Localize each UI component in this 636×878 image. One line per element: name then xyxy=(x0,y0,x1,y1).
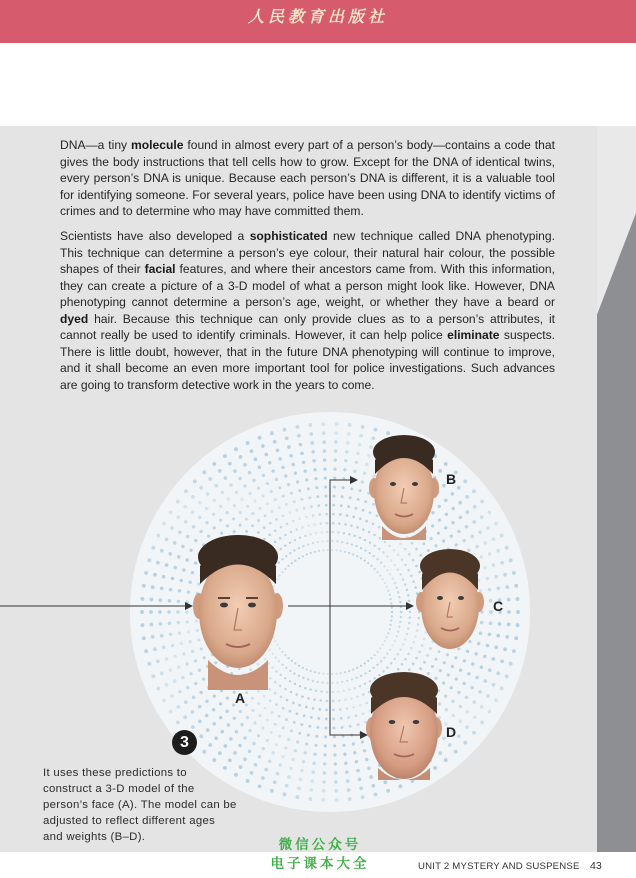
label-c: C xyxy=(493,598,504,614)
keyword: eliminate xyxy=(447,328,500,342)
watermark-line-1: 微信公众号 xyxy=(278,837,362,853)
footer-unit-title: UNIT 2 MYSTERY AND SUSPENSE xyxy=(418,861,580,872)
paragraph-2: Scientists have also developed a sophisticated new technique called DNA phenotyping. This technique can determine a person’s eye colour, their natural hair colour, the possible shapes of their facial features, and where their ancestors came from. With this information, they can create a picture of a 3-D model of what a person might look like. However, DNA phenotyping cannot determine a person’s age, weight, or whether they have a beard or dyed hair. Because this technique can only provide clues as to a person’s attributes, it cannot really be used to identify criminals. However, it can help police eliminate suspects. There is little doubt, however, that in the future DNA phenotyping will continue to improve, and it shall become an even more important tool for police investigations. Such advances are going to transform detective work in the years to come. xyxy=(60,229,555,392)
keyword: dyed xyxy=(60,311,89,326)
page-number: 43 xyxy=(590,860,602,872)
watermark xyxy=(262,836,378,874)
top-banner xyxy=(0,0,636,43)
keyword: sophisticated xyxy=(249,229,328,243)
label-b: B xyxy=(446,471,457,487)
keyword: molecule xyxy=(131,138,184,152)
step-number-badge: 3 xyxy=(172,730,197,755)
keyword: facial xyxy=(144,262,176,276)
publisher-name: 人民教育出版社 xyxy=(247,7,388,26)
label-d: D xyxy=(446,724,457,740)
figure-caption: It uses these predictions to construct a 3-D model of the person’s face (A). The model can be adjusted to reflect different ages and weights (B–D). xyxy=(43,767,237,843)
watermark-line-2: 电子课本大全 xyxy=(270,856,370,872)
paragraph-1: DNA—a tiny molecule found in almost every part of a person’s body—contains a code that gives the body instructions that tell cells how to grow. Except for the DNA of identical twins, every person’s DNA is unique. Because each person’s DNA is different, it is a valuable tool for identifying someone. For several years, police have been using DNA to identify victims of crimes and to determine who may have committed them. xyxy=(60,138,555,218)
label-a: A xyxy=(235,690,246,706)
